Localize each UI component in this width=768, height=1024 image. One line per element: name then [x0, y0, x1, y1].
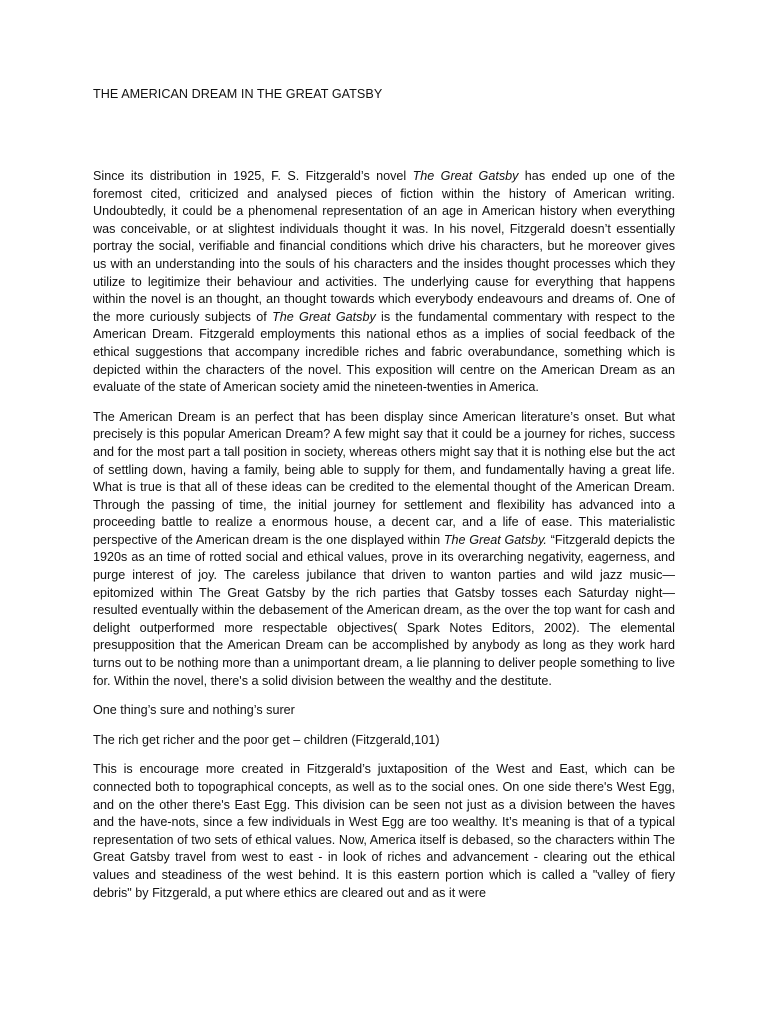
book-title-italic: The Great Gatsby. — [443, 532, 547, 547]
quote-line-2: The rich get richer and the poor get – children (Fitzgerald,101) — [93, 732, 440, 747]
paragraph-3: This is encourage more created in Fitzgerald’s juxtaposition of the West and East, which can be connected both to topographical concepts, as well as to the social ones. On one side there's West Egg, and on the other there's East Egg. This division can be seen not just as a division between the haves and the have-nots, since a few individuals in West Egg are too wealthy. It’s meaning is that of a typical representation of two sets of ethical values. Now, America itself is debased, so the characters within The Great Gatsby travel from west to east - in look of riches and advancement - clearing out the ethical values and steadiness of the west behind. It is this eastern portion which is called a "valley of fiery debris" by Fitzgerald, a put where ethics are cleared out and as it were — [93, 762, 675, 900]
paragraph-1-text: Since its distribution in 1925, F. S. Fitzgerald’s novel — [93, 169, 413, 183]
paragraph-1-text: has ended up one of the foremost cited, criticized and analysed pieces of fiction within the history of American writing. Undoubtedly, it could be a phenomenal representation of an age in American history when everything was conceivable, or at slightest individuals thought it was. In his novel, Fitzgerald doesn’t essentially portray the social, verifiable and financial conditions which drive his characters, but he moreover gives us with an understanding into the souls of his characters and the insides thought processes which they utilize to legitimize their behaviour and activities. The underlying cause for everything that happens within the novel is an thought, an thought towards which everybody endeavours and dreams of. One of the more curiously subjects of — [93, 169, 675, 324]
document-body — [93, 168, 675, 914]
paragraph-2-text: “Fitzgerald depicts the 1920s as an time of rotted social and ethical values, prove in its overarching negativity, eagerness, and purge interest of joy. The careless jubilance that driven to wanton parties and wild jazz music—epitomized within The Great Gatsby by the rich parties that Gatsby tosses each Saturday night—resulted eventually within the debasement of the American dream, as the over the top want for cash and delight outperformed more respectable objectives( Spark Notes Editors, 2002). The elemental presupposition that the American Dream can be accomplished by anybody as long as they work hard turns out to be nothing more than a unimportant dream, a lie planning to deliver people something to live for. Within the novel, there's a solid division between the wealthy and the destitute. — [93, 532, 675, 688]
book-title-italic: The Great Gatsby — [272, 309, 376, 324]
document-title: THE AMERICAN DREAM IN THE GREAT GATSBY — [93, 87, 383, 101]
quote-line-1: One thing’s sure and nothing’s surer — [93, 703, 295, 718]
paragraph-1 — [93, 168, 675, 397]
paragraph-2-text: The American Dream is an perfect that has been display since American literature’s onset. But what precisely is this popular American Dream? A few might say that it could be a journey for riches, success and for the most part a tall position in society, whereas others might say that it is nothing else but the act of settling down, having a family, being able to supply for them, and fundamentally having a great life. What is true is that all of these ideas can be credited to the elemental thought of the American Dream. Through the passing of time, the initial journey for settlement and flexibility has advanced into a proceeding battle to realize a enormous house, a decent car, and a life of ease. This materialistic perspective of the American dream is the one displayed within — [93, 409, 675, 547]
book-title-italic: The Great Gatsby — [412, 169, 519, 183]
paragraph-1-text: is the fundamental commentary with respect to the American Dream. Fitzgerald employments this national ethos as a implies of social feedback of the ethical suggestions that accompany incredible riches and fabric overabundance, something which is depicted within the characters of the novel. This exposition will centre on the American Dream as an evaluate of the state of American society amid the nineteen-twenties in America. — [93, 309, 675, 395]
paragraph-2 — [93, 409, 675, 691]
